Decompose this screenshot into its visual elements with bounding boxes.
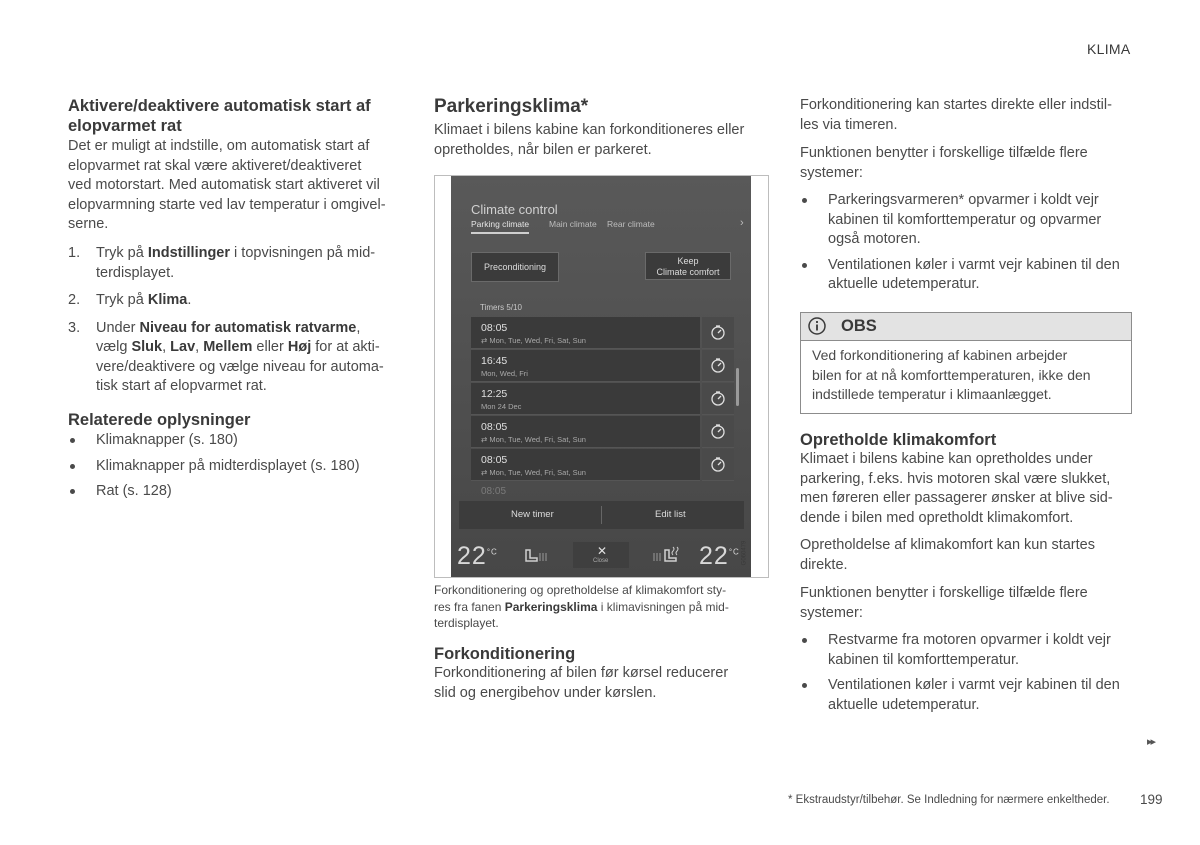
- ui-term: Parkeringsklima: [504, 599, 598, 614]
- edit-list-button[interactable]: Edit list: [655, 509, 686, 520]
- text-line: Opretholdelse af klimakomfort kan kun startes: [800, 537, 1095, 553]
- timer-days: ⇄ Mon, Tue, Wed, Fri, Sat, Sun: [481, 336, 586, 345]
- timer-days: ⇄ Mon, Tue, Wed, Fri, Sat, Sun: [481, 435, 586, 444]
- bullet-icon: [70, 464, 75, 469]
- text-line: aktuelle udetemperatur.: [828, 276, 980, 292]
- continue-arrow-icon: ▸▸: [1147, 736, 1155, 748]
- right-p2: [800, 144, 1145, 183]
- right-bullets-2: [800, 631, 1145, 721]
- text-line: slid og energibehov under kørslen.: [434, 684, 657, 701]
- text-line: les via timeren.: [800, 116, 898, 133]
- ui-term: Niveau for automatisk ratvarme: [139, 319, 357, 336]
- temp-left[interactable]: $22^{^\circ C}$: [457, 542, 498, 570]
- timer-clock-icon[interactable]: [702, 317, 734, 349]
- ui-term: Lav: [170, 339, 196, 355]
- screen-title: Climate control: [471, 202, 558, 217]
- preconditioning-button[interactable]: Preconditioning: [471, 252, 559, 282]
- timer-time: 08:05: [481, 454, 508, 466]
- bullet-item: [800, 191, 1145, 250]
- text-line: kabinen til komforttemperatur.: [828, 651, 1020, 668]
- bullet-icon: [802, 198, 807, 203]
- right-p3: [800, 536, 1145, 575]
- caption-line: res fra fanen Parkeringsklima i klimavisningen på mid-: [434, 599, 729, 614]
- tab-parking-climate[interactable]: Parking climate: [471, 219, 529, 234]
- related-link-text: Klimaknapper på midterdisplayet (s. 180): [96, 457, 360, 474]
- timer-clock-icon[interactable]: [702, 449, 734, 481]
- text-line: terdisplayet.: [96, 264, 175, 281]
- text-line: men føreren eller passagerer ønsker at blive sid-: [800, 490, 1113, 506]
- preconditioning-heading: Forkonditionering: [434, 645, 576, 663]
- related-link[interactable]: [68, 457, 408, 477]
- keep-climate-comfort-button[interactable]: Keep Climate comfort: [645, 252, 731, 280]
- timer-time: 08:05: [481, 421, 508, 433]
- bullet-icon: [70, 489, 75, 494]
- image-code: G060479: [741, 540, 748, 566]
- text-line: aktuelle udetemperatur.: [828, 696, 980, 713]
- step-number: 1.: [68, 245, 81, 261]
- obs-note-box: [800, 312, 1132, 414]
- close-button[interactable]: [573, 542, 629, 568]
- right-p1: [800, 96, 1145, 135]
- section-label: KLIMA: [1087, 41, 1131, 57]
- text-line: Forkonditionering kan startes direkte eller indstil-: [800, 97, 1112, 113]
- step-item: [68, 244, 408, 283]
- timer-clock-icon[interactable]: [702, 416, 734, 448]
- bullet-icon: [802, 263, 807, 268]
- text-line: dende i bilen med opretholdt klimakomfort.: [800, 509, 1074, 526]
- text-line: vere/deaktivere og vælge niveau for automa-: [96, 358, 384, 375]
- text-line: Klimaet i bilens kabine kan forkonditioneres eller: [434, 122, 745, 138]
- bullet-text: [828, 256, 1145, 295]
- timer-partial: 08:05: [481, 486, 507, 497]
- text-line: elopvarmet rat skal være aktiveret/deaktiveret: [68, 157, 362, 174]
- center-display-screenshot: [451, 176, 751, 577]
- timers-count-label: Timers 5/10: [480, 303, 522, 312]
- text-line: Under Niveau for automatisk ratvarme,: [96, 319, 361, 336]
- timer-row[interactable]: [471, 317, 700, 349]
- text-line: Ventilationen køler i varmt vejr kabinen til den: [828, 677, 1120, 693]
- bullet-text: [828, 631, 1145, 670]
- timer-time: 08:05: [481, 322, 508, 334]
- obs-header: [801, 313, 1131, 341]
- ui-term: Indstillinger: [147, 245, 231, 261]
- temp-right[interactable]: $22^{^\circ C}$: [699, 542, 740, 570]
- text-line: Funktionen benytter i forskellige tilfælde flere: [800, 585, 1088, 601]
- seat-heat-right-icon[interactable]: [651, 545, 683, 565]
- text-line: Forkonditionering af bilen før kørsel reducerer: [434, 665, 729, 681]
- related-heading: Relaterede oplysninger: [68, 411, 251, 429]
- related-link-text: Rat (s. 128): [96, 483, 172, 499]
- caption-line: Forkonditionering og opretholdelse af klimakomfort sty-: [434, 583, 727, 597]
- left-intro: [68, 137, 408, 235]
- page-number: 199: [1140, 792, 1163, 807]
- climate-screen-figure: [434, 175, 769, 578]
- bullet-text: [828, 676, 1145, 715]
- related-list: [68, 431, 408, 508]
- bullet-text: [828, 191, 1145, 250]
- text-line: systemer:: [800, 164, 863, 181]
- footnote: * Ekstraudstyr/tilbehør. Se Indledning for nærmere enkeltheder.: [788, 794, 1110, 806]
- text-line: Tryk på Klima.: [96, 292, 192, 308]
- text-line: Klimaet i bilens kabine kan opretholdes under: [800, 451, 1093, 467]
- text-line: serne.: [68, 216, 109, 232]
- text-line: elopvarmning starte ved lav temperatur i omgivel-: [68, 196, 386, 213]
- chevron-right-icon[interactable]: ›: [740, 217, 744, 229]
- caption-line: terdisplayet.: [434, 616, 499, 630]
- text-line: vælg Sluk, Lav, Mellem eller Høj for at akti-: [96, 339, 380, 355]
- timer-time: 12:25: [481, 388, 508, 400]
- timer-row[interactable]: [471, 416, 700, 448]
- tab-main-climate[interactable]: Main climate: [549, 219, 597, 229]
- parking-climate-title: Parkeringsklima*: [434, 96, 589, 117]
- maintain-comfort-heading: Opretholde klimakomfort: [800, 431, 997, 449]
- timer-days: Mon, Wed, Fri: [481, 369, 528, 378]
- related-link[interactable]: [68, 431, 408, 451]
- text-line: direkte.: [800, 556, 848, 573]
- related-link-text: Klimaknapper (s. 180): [96, 432, 238, 448]
- step-text: [96, 244, 408, 283]
- right-p4: [800, 584, 1145, 623]
- ui-term: Klima: [147, 292, 188, 308]
- close-icon: ✕: [597, 544, 608, 558]
- text-line: bilen for at nå komforttemperaturen, ikke den: [812, 366, 1091, 383]
- timer-row[interactable]: [471, 350, 700, 382]
- ui-term: Sluk: [131, 339, 163, 355]
- bullet-icon: [802, 683, 807, 688]
- text-line: systemer:: [800, 604, 863, 621]
- right-bullets-1: [800, 191, 1145, 301]
- close-label: Close: [593, 558, 609, 564]
- text-line: tisk start af elopvarmet rat.: [96, 378, 267, 394]
- text-line: indstillede temperatur i klimaanlægget.: [812, 386, 1052, 402]
- step-text: [96, 319, 408, 397]
- step-number: 2.: [68, 292, 81, 308]
- timer-time: 16:45: [481, 355, 508, 367]
- timer-clock-icon[interactable]: [702, 383, 734, 415]
- text-line: parkering, f.eks. hvis motoren skal være slukket,: [800, 470, 1111, 487]
- text-line: Parkeringsvarmeren* opvarmer i koldt vejr: [828, 192, 1099, 208]
- bullet-icon: [802, 638, 807, 643]
- bullet-item: [800, 676, 1145, 715]
- info-icon: [808, 317, 826, 335]
- text-line: ved motorstart. Med automatisk start aktiveret vil: [68, 177, 380, 193]
- text-line: kabinen til komforttemperatur og opvarmer: [828, 211, 1102, 228]
- step-number: 3.: [68, 319, 81, 336]
- tab-rear-climate[interactable]: Rear climate: [607, 219, 655, 229]
- timer-days: Mon 24 Dec: [481, 402, 522, 411]
- bullet-item: [800, 631, 1145, 670]
- action-divider: [601, 506, 602, 524]
- text-line: Ventilationen køler i varmt vejr kabinen til den: [828, 256, 1120, 273]
- obs-title: OBS: [841, 317, 877, 335]
- related-link[interactable]: [68, 482, 408, 502]
- obs-text: [812, 346, 1132, 405]
- timers-scrollbar[interactable]: [736, 368, 739, 406]
- preconditioning-text: [434, 664, 774, 703]
- figure-caption: [434, 582, 774, 632]
- text-line: Tryk på Indstillinger i topvisningen på mid-: [96, 245, 376, 261]
- new-timer-button[interactable]: New timer: [511, 509, 554, 520]
- bullet-icon: [70, 438, 75, 443]
- step-text: [96, 291, 408, 311]
- timer-days: ⇄ Mon, Tue, Wed, Fri, Sat, Sun: [481, 468, 586, 477]
- text-line: Restvarme fra motoren opvarmer i koldt vejr: [828, 632, 1111, 648]
- timer-clock-icon[interactable]: [702, 350, 734, 382]
- step-item: [68, 319, 408, 397]
- ui-term: Høj: [287, 339, 312, 355]
- text-line: Det er muligt at indstille, om automatisk start af: [68, 138, 370, 154]
- text-line: også motoren.: [828, 231, 921, 247]
- timer-row[interactable]: [471, 449, 700, 481]
- seat-heat-left-icon[interactable]: [523, 545, 549, 565]
- middle-intro: [434, 121, 774, 160]
- text-line: Funktionen benytter i forskellige tilfælde flere: [800, 145, 1088, 161]
- text-line: Ved forkonditionering af kabinen arbejder: [812, 347, 1068, 363]
- timer-row[interactable]: [471, 383, 700, 415]
- auto-heated-wheel-heading: Aktivere/deaktivere automatisk start af elopvarmet rat: [68, 97, 371, 135]
- steps-list: [68, 244, 408, 405]
- maintain-comfort-text: [800, 450, 1145, 528]
- ui-term: Mellem: [203, 339, 253, 355]
- bullet-item: [800, 256, 1145, 295]
- step-item: [68, 291, 408, 311]
- text-line: opretholdes, når bilen er parkeret.: [434, 141, 652, 158]
